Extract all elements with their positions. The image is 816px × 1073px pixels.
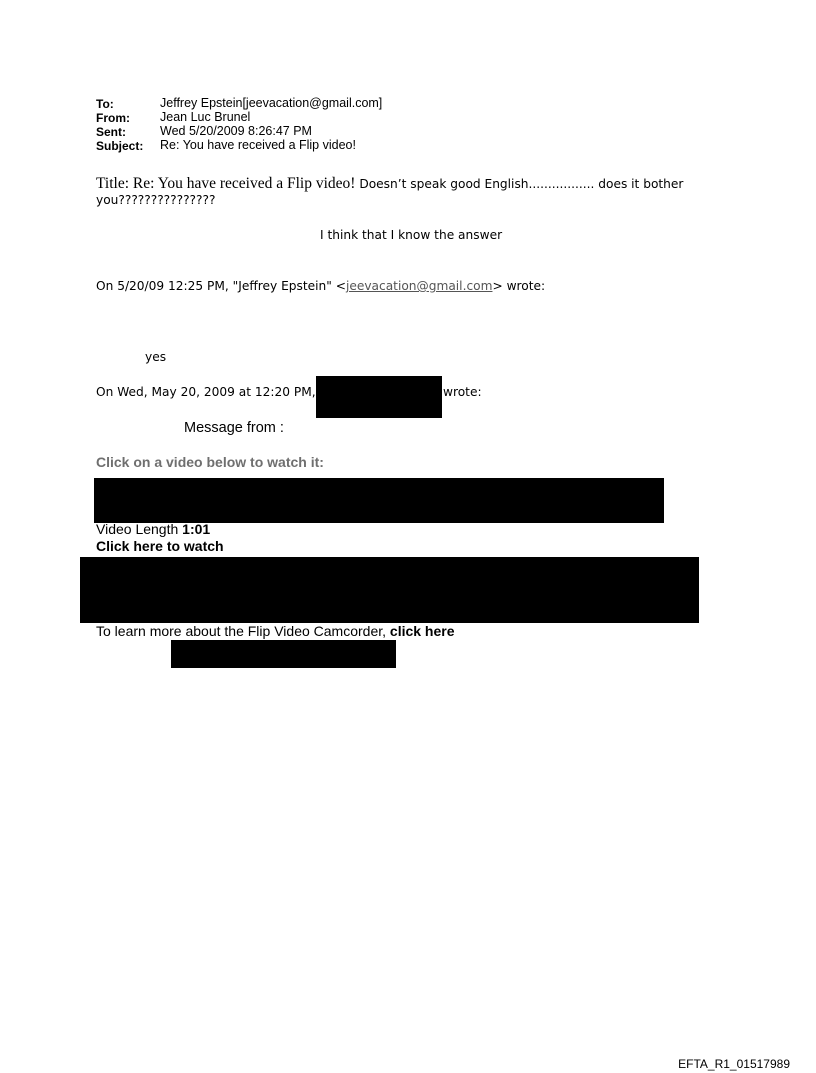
- quote1-prefix: On 5/20/09 12:25 PM, "Jeffrey Epstein" <: [96, 279, 346, 293]
- video-length-label: Video Length: [96, 521, 183, 537]
- to-value: Jeffrey Epstein[jeevacation@gmail.com]: [160, 96, 383, 110]
- title-rest: Doesn’t speak good English................. does it bother: [355, 177, 684, 191]
- subject-label: Subject:: [96, 139, 144, 153]
- quote2-suffix: wrote:: [443, 385, 482, 399]
- title-prefix: Title: Re: You have received a Flip video!: [96, 175, 356, 192]
- video-length-value: 1:01: [182, 521, 211, 537]
- document-id: EFTA_R1_01517989: [678, 1057, 790, 1071]
- click-video-heading: Click on a video below to watch it:: [96, 454, 324, 470]
- sent-value: Wed 5/20/2009 8:26:47 PM: [160, 124, 312, 138]
- redaction-block-large: [80, 557, 699, 623]
- to-label: To:: [96, 97, 114, 111]
- from-label: From:: [96, 111, 130, 125]
- quote1-suffix: > wrote:: [492, 279, 546, 293]
- quote2-prefix: On Wed, May 20, 2009 at 12:20 PM,: [96, 385, 316, 399]
- title-line: [96, 175, 683, 193]
- learn-more-line: [96, 623, 455, 639]
- title-continuation: you???????????????: [96, 193, 216, 207]
- yes-text: yes: [145, 350, 167, 364]
- email-link[interactable]: jeevacation@gmail.com: [345, 279, 493, 293]
- sent-label: Sent:: [96, 125, 126, 139]
- message-from: Message from :: [184, 420, 284, 436]
- redaction-video-link: [94, 478, 664, 523]
- quote-line-1: [96, 279, 545, 293]
- video-length: [96, 521, 210, 537]
- learn-more-link[interactable]: click here: [389, 623, 455, 639]
- click-here-to-watch-link[interactable]: Click here to watch: [96, 538, 224, 554]
- learn-more-prefix: To learn more about the Flip Video Camcorder,: [96, 623, 390, 639]
- redaction-sender: [316, 376, 442, 418]
- from-value: Jean Luc Brunel: [160, 110, 251, 124]
- redaction-block-small: [171, 640, 396, 668]
- answer-line: I think that I know the answer: [320, 228, 503, 242]
- subject-value: Re: You have received a Flip video!: [160, 138, 356, 152]
